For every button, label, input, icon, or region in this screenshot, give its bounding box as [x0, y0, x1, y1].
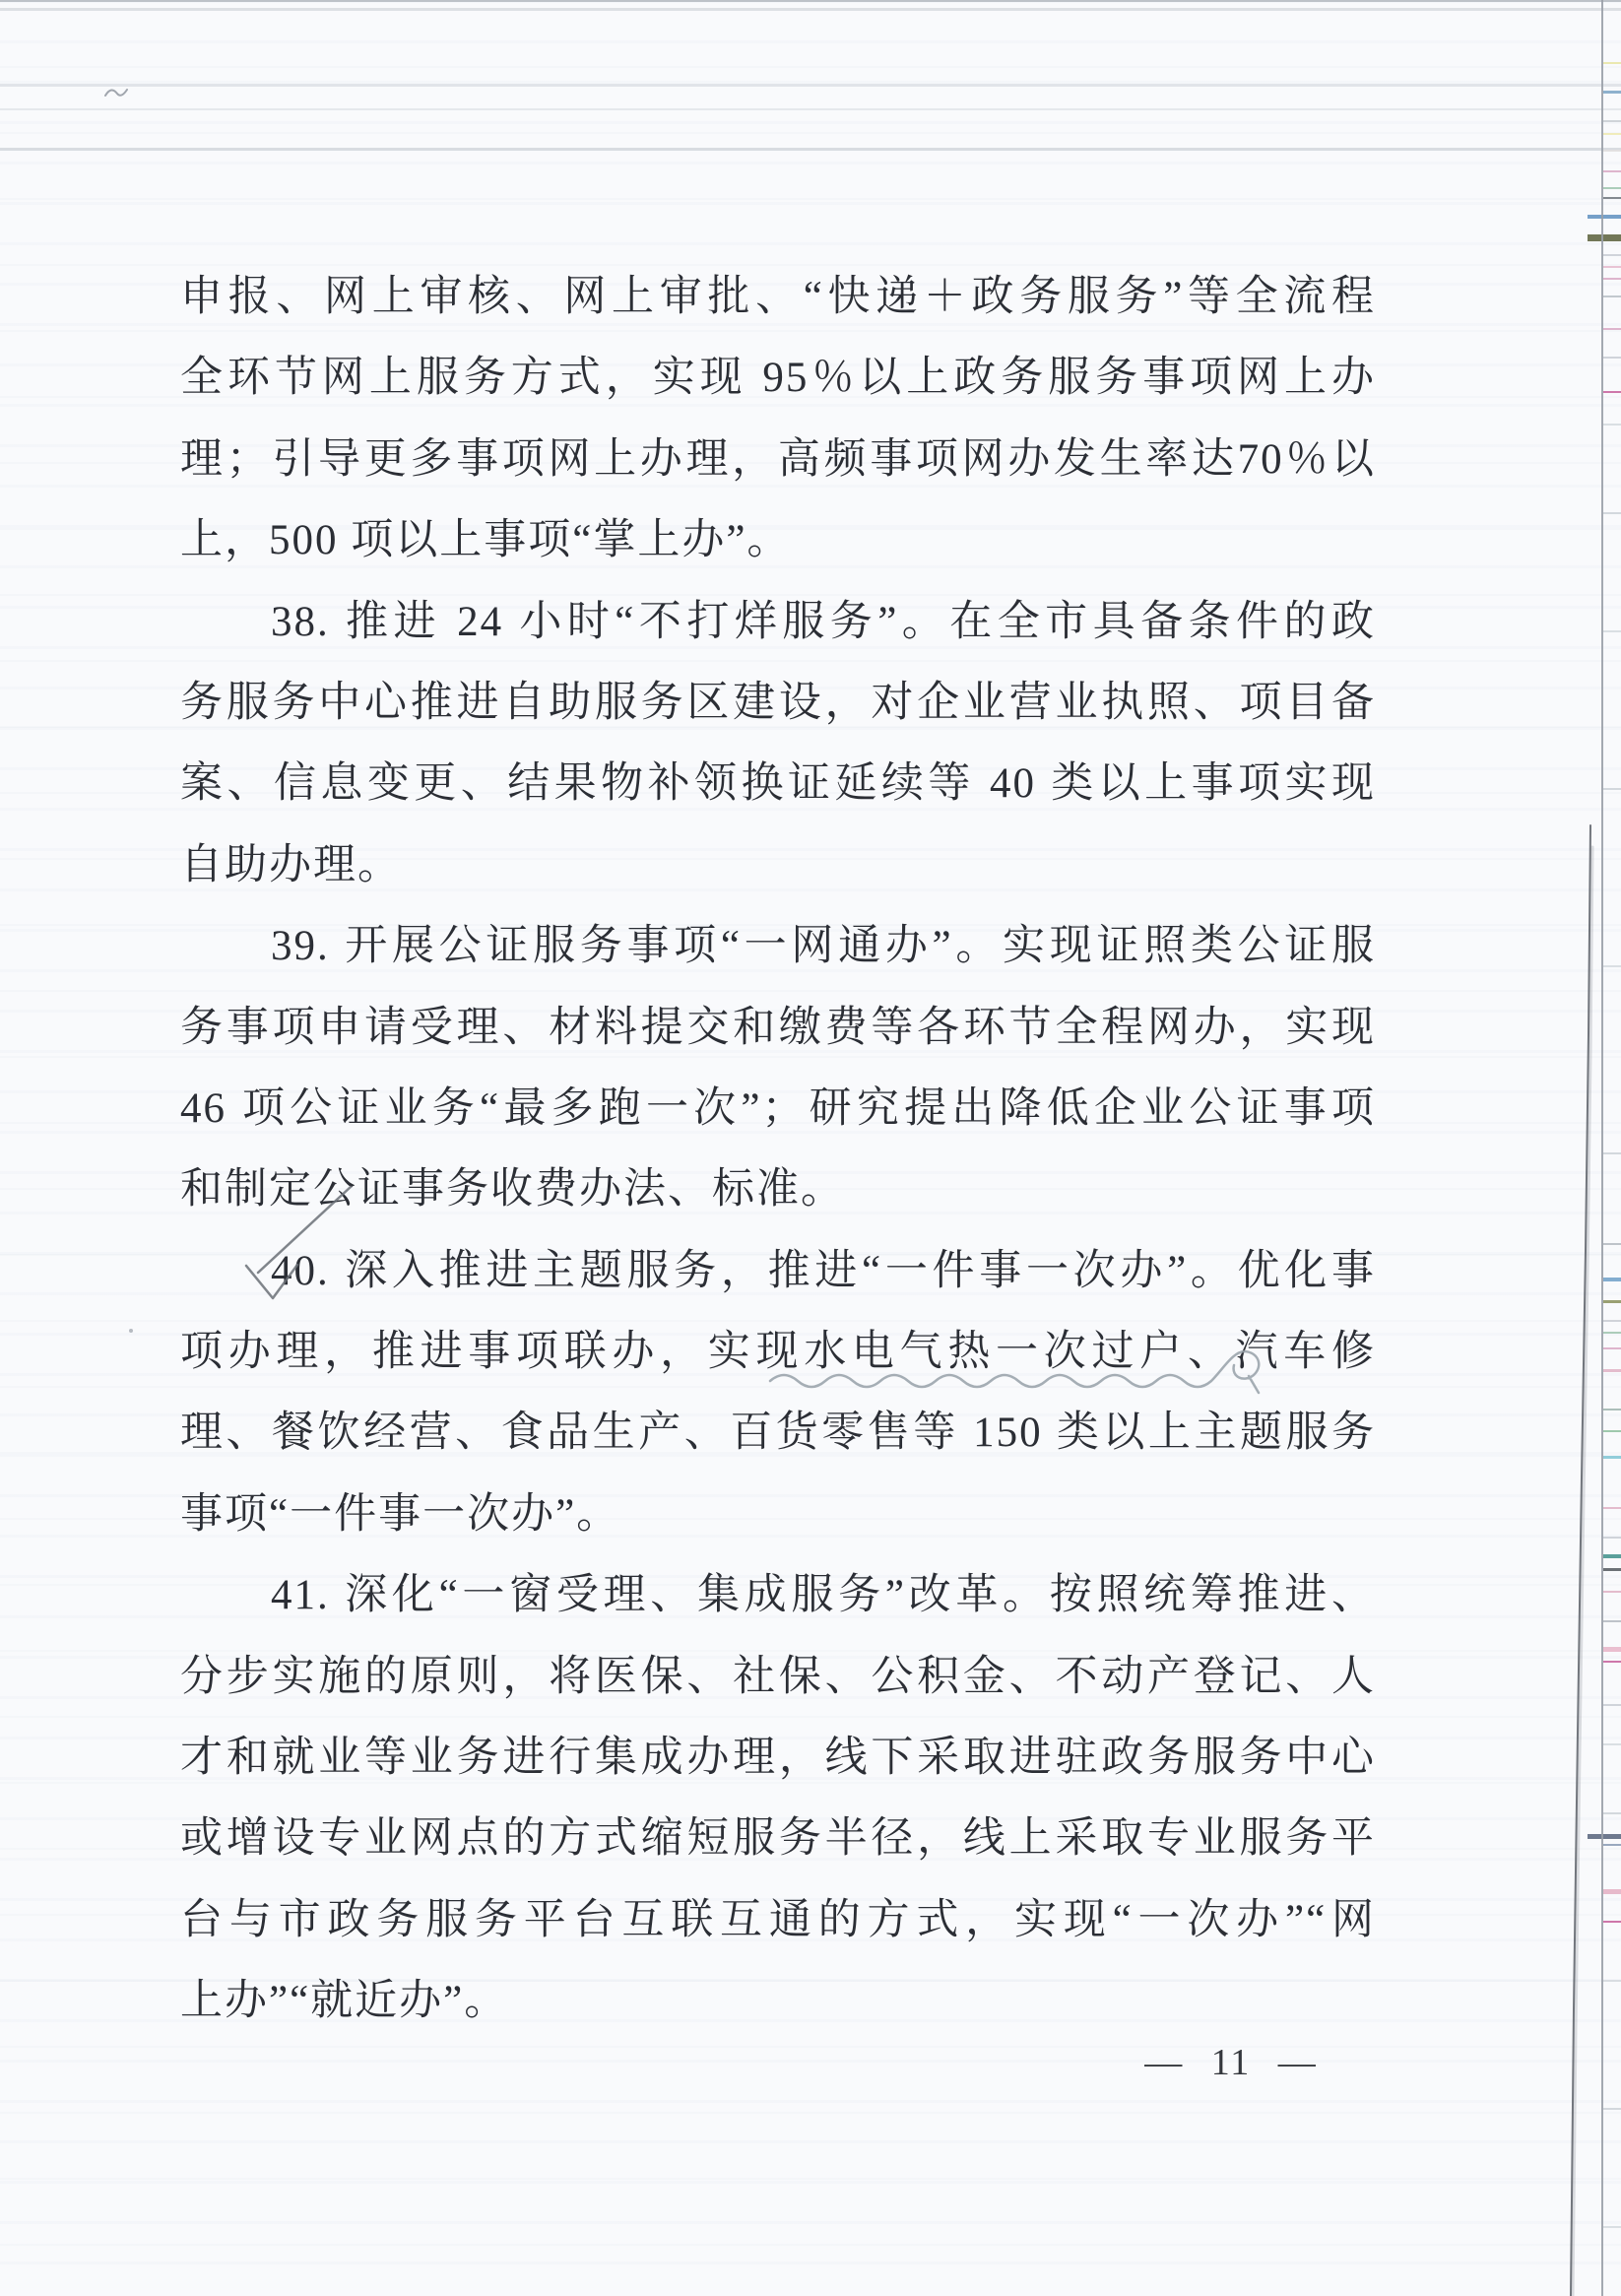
crease-line: [1571, 825, 1590, 2296]
scan-streak: [1603, 1889, 1621, 1894]
scan-streak: [1603, 62, 1621, 64]
scan-streak: [1603, 1620, 1621, 1622]
scan-streak: [1603, 1409, 1621, 1410]
scan-streak: [1603, 150, 1621, 152]
scan-streak: [1603, 91, 1621, 94]
scan-streak: [1603, 1980, 1621, 1982]
document-body: [180, 257, 1376, 2043]
scan-streak: [1603, 278, 1621, 280]
scan-streak: [1603, 1537, 1621, 1539]
speck-mark: [129, 1329, 133, 1333]
text-line: 理；引导更多事项网上办理，高频事项网办发生率达70％以: [180, 435, 1376, 483]
text-line: 台与市政务服务平台互联互通的方式，实现“一次办”“网: [180, 1896, 1376, 1943]
scan-streak: [1603, 133, 1621, 135]
scan-streak: [1603, 266, 1621, 268]
scan-streak: [1588, 1834, 1621, 1839]
text-line: 46 项公证业务“最多跑一次”；研究提出降低企业公证事项: [180, 1084, 1376, 1132]
scan-streak: [1603, 1591, 1621, 1593]
scan-streak: [1603, 197, 1621, 199]
text-line: 38. 推进 24 小时“不打烊服务”。在全市具备条件的政: [271, 598, 1376, 645]
scan-streak: [1603, 1812, 1621, 1814]
scan-band: [0, 148, 1621, 151]
scan-streak: [1603, 1554, 1621, 1558]
text-line: 上办”“就近办”。: [180, 1978, 509, 2025]
text-line: 申报、网上审核、网上审批、“快递＋政务服务”等全流程: [180, 274, 1376, 320]
scan-streak: [1603, 1647, 1621, 1652]
scan-streak: [1603, 965, 1621, 967]
text-line: 务事项申请受理、材料提交和缴费等各环节全程网办，实现: [180, 1004, 1376, 1051]
scan-streak: [1603, 254, 1621, 256]
text-line: 理、餐饮经营、食品生产、百货零售等 150 类以上主题服务: [180, 1410, 1376, 1457]
scan-streak: [1603, 788, 1621, 790]
scan-band: [0, 108, 1621, 110]
scan-streak: [1603, 1243, 1621, 1245]
scan-streak: [1603, 295, 1621, 297]
scan-band: [0, 84, 1621, 87]
scan-streak: [1603, 391, 1621, 393]
scan-streak: [1603, 2226, 1621, 2228]
text-line: 上，500 项以上事项“掌上办”。: [180, 517, 792, 564]
scan-band: [0, 0, 1621, 2]
text-line: 41. 深化“一窗受理、集成服务”改革。按照统筹推进、: [271, 1572, 1376, 1619]
scan-streak: [1603, 357, 1621, 359]
text-line: 39. 开展公证服务事项“一网通办”。实现证照类公证服: [271, 923, 1376, 970]
page-number: — 11 —: [1144, 2042, 1318, 2083]
scan-streak: [1603, 1507, 1621, 1509]
scan-streak: [1603, 1704, 1621, 1706]
corner-squiggle-mark: [105, 90, 127, 96]
scan-streak: [1603, 630, 1621, 632]
scan-streak: [1603, 2108, 1621, 2110]
crease-line-shadow: [1573, 847, 1592, 2296]
text-line: 分步实施的原则，将医保、社保、公积金、不动产登记、人: [180, 1653, 1376, 1700]
text-line: 或增设专业网点的方式缩短服务半径，线上采取专业服务平: [180, 1815, 1376, 1863]
text-line: 全环节网上服务方式，实现 95％以上政务服务事项网上办: [180, 355, 1376, 402]
text-line: 案、信息变更、结果物补领换证延续等 40 类以上事项实现: [180, 760, 1376, 808]
scan-streak: [1603, 1332, 1621, 1334]
scan-streak: [1603, 1456, 1621, 1459]
scan-streak: [1603, 512, 1621, 514]
scan-streak: [1603, 1743, 1621, 1745]
scan-streak: [1588, 234, 1621, 241]
scan-streak: [1603, 1568, 1621, 1571]
text-line: 40. 深入推进主题服务，推进“一件事一次办”。优化事: [271, 1247, 1376, 1294]
scan-streak: [1603, 1347, 1621, 1349]
scan-streak: [1603, 1844, 1621, 1846]
scan-streak: [1603, 328, 1621, 330]
scan-band: [0, 8, 1621, 11]
text-line: 务服务中心推进自助服务区建设，对企业营业执照、项目备: [180, 679, 1376, 726]
text-line: 才和就业等业务进行集成办理，线下采取进驻政务服务中心: [180, 1735, 1376, 1782]
scan-streak: [1603, 1320, 1621, 1322]
scan-streak: [1603, 1300, 1621, 1303]
scan-streak: [1603, 424, 1621, 426]
scan-streak: [1603, 1921, 1621, 1923]
scan-streak: [1603, 1369, 1621, 1372]
text-line: 项办理，推进事项联办，实现水电气热一次过户、汽车修: [180, 1329, 1376, 1376]
scan-streak: [1603, 1430, 1621, 1432]
scan-streak: [1603, 1661, 1621, 1663]
text-line: 事项“一件事一次办”。: [180, 1490, 621, 1538]
text-line: 自助办理。: [180, 841, 402, 888]
scan-streak: [1603, 120, 1621, 122]
scan-streak: [1588, 215, 1621, 219]
scan-streak: [1603, 170, 1621, 172]
scan-streak: [1603, 187, 1621, 189]
scan-streak: [1603, 1152, 1621, 1154]
text-line: 和制定公证事务收费办法、标准。: [180, 1166, 845, 1214]
scan-streak: [1603, 1278, 1621, 1281]
